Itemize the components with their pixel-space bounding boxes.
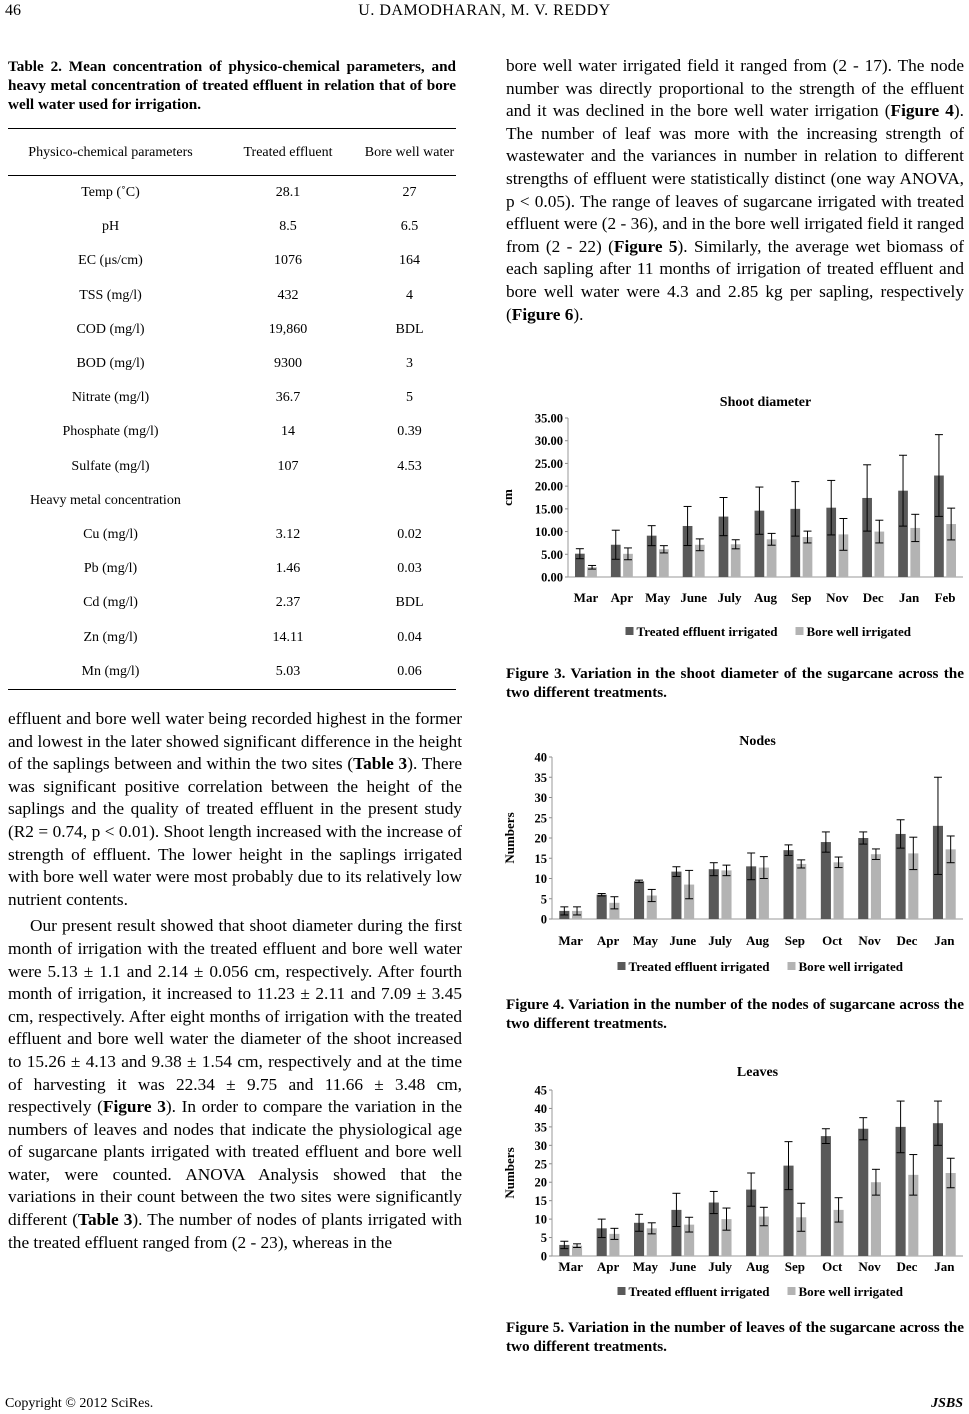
journal-abbreviation: JSBS (931, 1396, 963, 1411)
table-cell: Mn (mg/l) (8, 655, 213, 690)
cross-reference: Figure 4 (890, 101, 954, 121)
x-tick-label: Sep (784, 933, 805, 948)
table-cell: 8.5 (279, 219, 297, 235)
table-cell: 5.03 (213, 655, 363, 690)
x-tick-label: Oct (822, 933, 843, 948)
table-row (8, 655, 456, 690)
text-run: ). The number of nodes of plants irrigated with the treated effluent ranged from (2 - 23), whereas in the (8, 1210, 462, 1252)
table-cell: 1.46 (275, 561, 301, 577)
bar-treated (671, 872, 681, 919)
y-tick-label: 20 (534, 1175, 547, 1190)
figure-5-caption: Figure 5. Variation in the number of leaves of the sugarcane across the two different treatments. (506, 1319, 964, 1355)
bar-bore (721, 870, 731, 919)
x-tick-label: Jan (934, 1259, 955, 1274)
figure-3-caption: Figure 3. Variation in the shoot diameter of the sugarcane across the two different treatments. (506, 665, 964, 701)
table-row (8, 210, 456, 244)
page-number: 46 (5, 2, 21, 19)
table-row (8, 381, 456, 415)
legend-swatch (618, 962, 626, 970)
x-tick-label: Mar (558, 933, 583, 948)
table-cell: 164 (399, 253, 420, 269)
legend-swatch (788, 962, 796, 970)
bar-treated (821, 842, 831, 919)
table-cell: 27 (402, 185, 417, 201)
y-tick-label: 45 (534, 1083, 547, 1098)
y-tick-label: 30 (534, 1138, 547, 1153)
right-column-text (506, 55, 964, 326)
x-tick-label: June (669, 1259, 697, 1274)
leaves-chart (500, 1058, 969, 1308)
copyright-notice: Copyright © 2012 SciRes. (5, 1396, 154, 1411)
table-cell: BOD (mg/l) (76, 356, 145, 372)
y-axis-label: cm (500, 489, 515, 506)
legend-swatch (618, 1287, 626, 1295)
table-row (8, 450, 456, 484)
x-tick-label: Aug (745, 933, 770, 948)
x-tick-label: May (632, 1259, 659, 1274)
bar-treated (858, 838, 868, 919)
table-cell: Pb (mg/l) (83, 561, 138, 577)
table-row (8, 313, 456, 347)
left-column-text (8, 708, 462, 1254)
bar-bore (834, 862, 844, 919)
y-tick-label: 40 (534, 1101, 547, 1116)
x-tick-label: Sep (784, 1259, 805, 1274)
legend-swatch (788, 1287, 796, 1295)
table-cell: Cd (mg/l) (83, 595, 138, 611)
y-tick-label: 20.00 (534, 479, 563, 494)
x-tick-label: June (680, 590, 708, 605)
figure-4-caption: Figure 4. Variation in the number of the nodes of sugarcane across the two different treatments. (506, 996, 964, 1032)
y-tick-label: 40 (534, 750, 547, 765)
legend-entry: Treated effluent irrigated (636, 624, 778, 639)
table-cell: 0.03 (397, 561, 422, 577)
table-cell: Zn (mg/l) (83, 629, 138, 645)
nodes-chart (500, 727, 969, 983)
table-row (8, 518, 456, 552)
table-cell: TSS (mg/l) (79, 287, 142, 303)
text-run: ). The number of leaf was more with the increasing strength of wastewater and the variances in number in relation to different strengths of effluent were statistically distinct (one way ANOVA, p < 0.05). The range of leaves of sugarcane irrigated with treated effluent were (2 - 36), and in the bore well irrigated field it ranged from (2 - 22) ( (506, 101, 964, 256)
x-tick-label: Jan (934, 933, 955, 948)
table-cell: Sulfate (mg/l) (71, 458, 150, 474)
figure-nodes (500, 727, 969, 983)
x-tick-label: Sep (791, 590, 812, 605)
cross-reference: Figure 5 (613, 236, 678, 256)
y-tick-label: 25 (534, 811, 547, 826)
column-header-parameter: Physico-chemical parameters (8, 129, 213, 176)
table-cell: 28.1 (275, 185, 301, 201)
table-caption: Table 2. Mean concentration of physico-chemical parameters, and heavy metal concentration of treated effluent in relation that of bore well water used for irrigation. (8, 58, 456, 113)
table-cell: 0.02 (397, 526, 422, 542)
table-row (8, 552, 456, 586)
table-header-row (8, 129, 456, 176)
table-cell: 0.04 (397, 629, 422, 645)
x-tick-label: Apr (596, 933, 620, 948)
x-tick-label: May (645, 590, 671, 605)
legend-entry: Treated effluent irrigated (628, 959, 770, 974)
x-tick-label: Aug (753, 590, 778, 605)
x-tick-label: Feb (934, 590, 956, 605)
x-tick-label: Oct (822, 1259, 843, 1274)
paragraph (8, 708, 462, 911)
table-cell: 5 (406, 390, 413, 406)
x-tick-label: Dec (896, 933, 918, 948)
text-run: Our present result showed that shoot diameter during the first month of irrigation with the treated effluent and bore well water were 5.13 ± 1.1 and 2.14 ± 0.056 cm, respectively. After fourth month of irrigation, it increased to 11.23 ± 2.11 and 7.09 ± 3.45 cm, respectively. After eight months of irrigation with the treated effluent and bore well water the diameter of the shoot increased to 15.26 ± 4.13 and 9.38 ± 1.54 cm, respectively and at the time of harvesting it was 22.34 ± 9.75 and 11.66 ± 3.48 cm, respectively ( (8, 916, 462, 1117)
bar-bore (796, 864, 806, 919)
x-tick-label: Mar (558, 1259, 583, 1274)
data-table (8, 128, 456, 690)
table-cell: Nitrate (mg/l) (71, 390, 150, 406)
table-row (8, 244, 456, 278)
chart-title: Leaves (736, 1065, 779, 1080)
text-run: ). In order to compare the variation in the numbers of leaves and nodes that indicate the physiological age of sugarcane plants irrigated with treated effluent and bore well water, were counted. ANOVA Analysis showed that the variations in their count between the two sites were significantly different ( (8, 1097, 463, 1230)
table-cell: EC (μs/cm) (78, 253, 143, 269)
table-cell: 4.53 (397, 458, 422, 474)
chart-title: Nodes (739, 734, 776, 749)
table-row (8, 415, 456, 449)
table-cell: 3 (406, 356, 413, 372)
shoot-diameter-chart (500, 388, 969, 650)
table-cell: BDL (395, 321, 424, 337)
table-cell: Temp (˚C) (81, 185, 140, 201)
bar-treated (709, 869, 719, 919)
table-cell: 14 (281, 424, 295, 440)
x-tick-label: Jan (899, 590, 920, 605)
table-cell: 4 (406, 287, 413, 303)
x-tick-label: Nov (826, 590, 849, 605)
y-tick-label: 35 (534, 770, 547, 785)
cross-reference: Figure 6 (511, 304, 574, 324)
page-footer (0, 1396, 969, 1414)
table-cell: 36.7 (275, 390, 301, 406)
x-tick-label: Aug (745, 1259, 770, 1274)
running-head-authors: U. DAMODHARAN, M. V. REDDY (358, 2, 611, 19)
y-tick-label: 0 (540, 912, 547, 927)
bar-treated (858, 1129, 868, 1256)
chart-title: Shoot diameter (719, 395, 812, 410)
y-tick-label: 10.00 (534, 525, 563, 540)
bar-treated (783, 850, 793, 919)
cross-reference: Table 3 (353, 754, 408, 774)
text-run: effluent and bore well water being recorded highest in the former and lowest in the later showed significant difference in the height of the saplings between and within the two sites ( (8, 709, 462, 774)
column-header-treated: Treated effluent (213, 129, 363, 176)
y-tick-label: 35.00 (534, 411, 563, 426)
table-cell: 0.06 (363, 655, 456, 690)
y-axis-label: Numbers (502, 1147, 517, 1199)
table-cell: 432 (277, 287, 299, 303)
legend-entry: Bore well irrigated (798, 959, 903, 974)
text-run: ). There was significant positive correlation between the height of the saplings and the quality of treated effluent in the present study (R2 = 0.74, p < 0.01). Shoot length increased with the increase of strength of effluent. The lower height in the saplings irrigated with bore well water were most probably due to its relatively low nutrient contents. (8, 754, 462, 909)
table-cell: 0.39 (397, 424, 422, 440)
legend-swatch (626, 627, 634, 635)
x-tick-label: Dec (862, 590, 884, 605)
column-header-bore: Bore well water (363, 129, 456, 176)
table-cell: 2.37 (275, 595, 301, 611)
table-row (8, 347, 456, 381)
table-cell: COD (mg/l) (76, 321, 145, 337)
y-tick-label: 0 (540, 1249, 547, 1264)
table-section-heading: Heavy metal concentration (30, 492, 181, 508)
legend-entry: Treated effluent irrigated (628, 1284, 770, 1299)
x-tick-label: July (708, 933, 733, 948)
legend-entry: Bore well irrigated (806, 624, 911, 639)
table-row (8, 586, 456, 620)
table-cell: BDL (395, 595, 424, 611)
bar-treated (597, 895, 607, 919)
x-tick-label: June (669, 933, 697, 948)
y-tick-label: 5 (540, 892, 547, 907)
y-tick-label: 15.00 (534, 502, 563, 517)
bar-bore (871, 854, 881, 919)
table-cell: 3.12 (275, 526, 301, 542)
x-tick-label: May (632, 933, 659, 948)
table-row (8, 620, 456, 654)
y-tick-label: 0.00 (541, 570, 563, 585)
table-cell: 6.5 (400, 219, 419, 235)
legend-swatch (796, 627, 804, 635)
text-run: ). Similarly, the average wet biomass of each sapling after 11 months of irrigation of treated effluent and bore well water were 4.3 and 2.85 kg per sapling, respectively ( (506, 236, 964, 324)
figure-shoot-diameter (500, 388, 969, 650)
paragraph (8, 915, 462, 1254)
table-cell: Cu (mg/l) (83, 526, 138, 542)
table-cell: 19,860 (268, 321, 308, 337)
table-cell: 1076 (274, 253, 302, 269)
figure-leaves (500, 1058, 969, 1308)
paragraph (506, 55, 964, 326)
bar-treated (634, 881, 644, 919)
y-tick-label: 30.00 (534, 434, 563, 449)
y-tick-label: 35 (534, 1120, 547, 1135)
x-tick-label: July (717, 590, 742, 605)
text-run: ). (573, 304, 584, 324)
y-tick-label: 5 (540, 1231, 547, 1246)
y-tick-label: 25.00 (534, 456, 563, 471)
y-tick-label: 15 (534, 1194, 547, 1209)
x-tick-label: Mar (573, 590, 599, 605)
bar-bore (659, 549, 669, 577)
cross-reference: Figure 3 (102, 1097, 166, 1117)
x-tick-label: Nov (858, 933, 881, 948)
cross-reference: Table 3 (78, 1210, 133, 1230)
table-cell: 9300 (274, 356, 302, 372)
x-tick-label: July (708, 1259, 733, 1274)
text-run: bore well water irrigated field it ranged from (2 - 17). The node number was directly proportional to the strength of the effluent and it was declined in the bore well water irrigation ( (506, 56, 964, 121)
x-tick-label: Apr (610, 590, 634, 605)
y-tick-label: 15 (534, 851, 547, 866)
legend-entry: Bore well irrigated (798, 1284, 903, 1299)
y-tick-label: 10 (534, 1212, 547, 1227)
y-tick-label: 10 (534, 872, 547, 886)
table-row (8, 484, 456, 518)
y-axis-label: Numbers (502, 812, 517, 864)
x-tick-label: Nov (858, 1259, 881, 1274)
running-header (0, 0, 969, 26)
table-row (8, 176, 456, 211)
bar-treated (821, 1136, 831, 1256)
y-tick-label: 20 (534, 831, 547, 846)
y-tick-label: 25 (534, 1157, 547, 1172)
x-tick-label: Dec (896, 1259, 918, 1274)
table-cell: Phosphate (mg/l) (62, 424, 159, 440)
table-cell: 14.11 (272, 629, 304, 645)
y-tick-label: 30 (534, 791, 547, 805)
x-tick-label: Apr (596, 1259, 620, 1274)
y-tick-label: 5.00 (541, 547, 563, 562)
table-cell: pH (101, 219, 120, 235)
table-cell: 107 (277, 458, 299, 474)
table-row (8, 279, 456, 313)
